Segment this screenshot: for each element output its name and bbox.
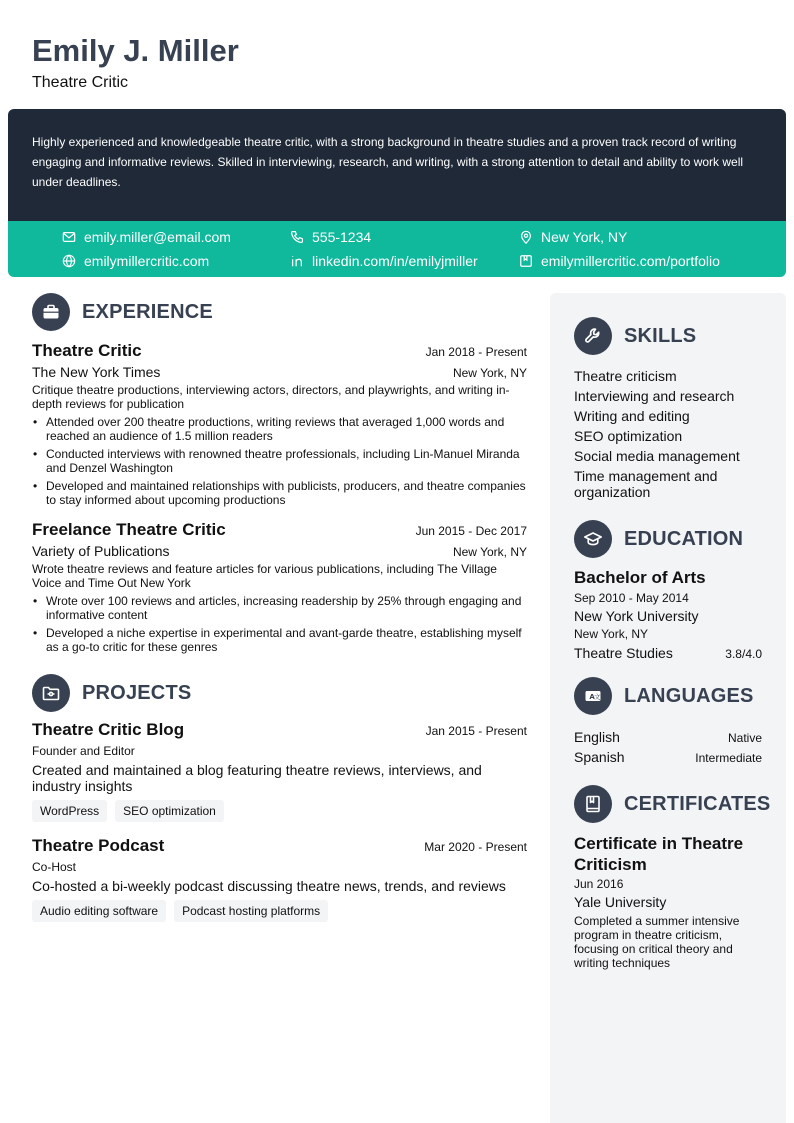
project-tag: SEO optimization [115,800,224,822]
contact-location [519,229,627,245]
education-dates: Sep 2010 - May 2014 [574,591,689,605]
gpa: 3.8/4.0 [725,647,762,661]
certificate-item [574,833,762,970]
job-company: The New York Times [32,364,161,380]
linkedin-icon [290,254,304,268]
summary-panel [8,109,786,221]
project-tag: Audio editing software [32,900,166,922]
skills-title: SKILLS [624,324,697,347]
contact-website[interactable] [62,253,209,269]
project-role: Co-Host [32,860,77,874]
job-company: Variety of Publications [32,543,170,559]
job-dates: Jun 2015 - Dec 2017 [415,524,527,538]
skill-item: Writing and editing [574,408,690,424]
location-pin-icon [519,230,533,244]
school: New York University [574,608,699,624]
project-description: Co-hosted a bi-weekly podcast discussing theatre news, trends, and reviews [32,878,506,894]
project-tags [32,800,527,822]
languages-title: LANGUAGES [624,684,754,707]
degree: Bachelor of Arts [574,568,706,587]
main-column [32,293,527,922]
project-title: Theatre Critic Blog [32,720,185,739]
skills-list [574,368,762,500]
certificate-description: Completed a summer intensive program in theatre criticism, focusing on critical theory and writing techniques [574,914,740,970]
resume-header [32,32,239,92]
education-title: EDUCATION [624,527,744,550]
sidebar [550,293,786,1123]
project-description: Created and maintained a blog featuring theatre reviews, interviews, and industry insights [32,762,482,794]
experience-item [32,341,527,507]
location-text: New York, NY [541,229,628,245]
email-text: emily.miller@email.com [84,229,231,245]
project-item [32,836,527,922]
contact-email[interactable] [62,229,231,245]
education-heading [574,520,762,558]
contact-phone[interactable] [290,229,371,245]
portfolio-text: emilymillercritic.com/portfolio [541,253,720,269]
projects-title: PROJECTS [82,681,192,704]
job-bullet: • Developed and maintained relationships with publicists, producers, and theatre companies to stay informed about upcoming productions [32,479,527,507]
job-title: Theatre Critic [32,341,142,360]
phone-icon [290,230,304,244]
job-bullet: • Developed a niche expertise in experimental and avant-garde theatre, establishing myself as a go-to critic for these genres [32,626,527,654]
book-icon [574,785,612,823]
experience-heading [32,293,527,331]
job-bullets [32,415,527,507]
experience-item [32,520,527,654]
wrench-icon [574,317,612,355]
svg-text:A: A [589,693,595,701]
job-location: New York, NY [452,366,527,380]
language-level: Intermediate [695,751,762,765]
project-item [32,720,527,822]
languages-list [574,729,762,765]
project-role: Founder and Editor [32,744,135,758]
experience-title: EXPERIENCE [82,300,213,323]
skill-item: Theatre criticism [574,368,677,384]
svg-text:文: 文 [594,693,601,701]
language-name: English [574,729,620,745]
projects-heading [32,674,527,712]
job-dates: Jan 2018 - Present [425,345,527,359]
certificates-title: CERTIFICATES [624,792,771,815]
language-level: Native [727,731,762,745]
certificate-issuer: Yale University [574,894,667,910]
briefcase-icon [32,293,70,331]
contact-portfolio[interactable] [519,253,720,269]
graduation-cap-icon [574,520,612,558]
project-title: Theatre Podcast [32,836,165,855]
job-description: Wrote theatre reviews and feature articles for various publications, including The Village Voice and Time Out New York [32,562,497,590]
translate-icon [574,677,612,715]
language-row [574,729,762,745]
website-text: emilymillercritic.com [84,253,210,269]
contact-bar [8,221,786,277]
skill-item: SEO optimization [574,428,683,444]
certificates-heading [574,785,771,823]
job-bullet: • Conducted interviews with renowned theatre professionals, including Lin-Manuel Miranda and Denzel Washington [32,447,527,475]
folder-icon [32,674,70,712]
job-bullet: • Attended over 200 theatre productions, writing reviews that averaged 1,000 words and reached an audience of 1.5 million readers [32,415,527,443]
language-name: Spanish [574,749,625,765]
linkedin-text: linkedin.com/in/emilyjmiller [312,253,478,269]
language-row [574,749,762,765]
skill-item: Interviewing and research [574,388,735,404]
job-title: Freelance Theatre Critic [32,520,226,539]
candidate-name: Emily J. Miller [32,33,239,68]
skill-item: Time management and organization [574,468,718,500]
summary-text: Highly experienced and knowledgeable theatre critic, with a strong background in theatre studies and a proven track record of writing engaging and informative reviews. Skilled in interviewing, research, and writing, with a strong attention to detail and ability to work well under deadlines. [32,135,744,189]
skill-item: Social media management [574,448,740,464]
project-dates: Mar 2020 - Present [424,840,527,854]
languages-heading [574,677,762,715]
email-icon [62,230,76,244]
job-bullet: • Wrote over 100 reviews and articles, increasing readership by 25% through engaging and informative content [32,594,527,622]
school-location: New York, NY [574,627,649,641]
skills-heading [574,317,762,355]
phone-text: 555-1234 [312,229,372,245]
project-tags [32,900,527,922]
contact-linkedin[interactable] [290,253,478,269]
certificate-date: Jun 2016 [574,877,624,891]
education-item [574,568,762,661]
candidate-title: Theatre Critic [32,74,129,91]
project-tag: Podcast hosting platforms [174,900,328,922]
project-tag: WordPress [32,800,107,822]
job-location: New York, NY [452,545,527,559]
job-description: Critique theatre productions, interviewing actors, directors, and playwrights, and writing in-depth reviews for publication [32,383,510,411]
portfolio-icon [519,254,533,268]
job-bullets [32,594,527,654]
globe-icon [62,254,76,268]
certificate-title: Certificate in Theatre Criticism [574,834,744,874]
field-of-study: Theatre Studies [574,645,673,661]
project-dates: Jan 2015 - Present [425,724,527,738]
